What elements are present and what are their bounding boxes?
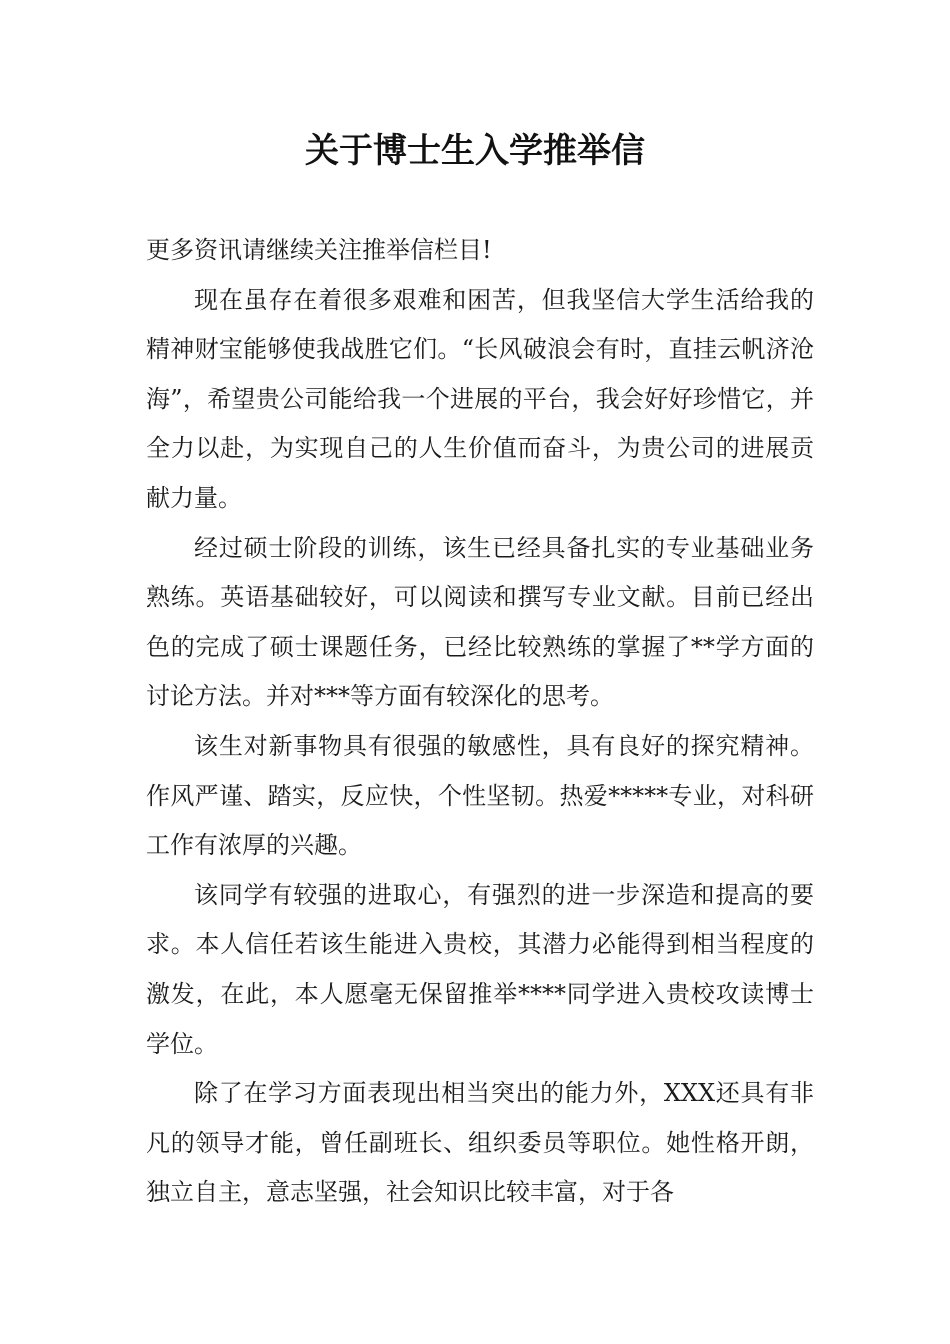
paragraph-2: 经过硕士阶段的训练，该生已经具备扎实的专业基础业务熟练。英语基础较好，可以阅读和撰写专业文献。目前已经出色的完成了硕士课题任务，已经比较熟练的掌握了**学方面的讨论方法。并对***等方面有较深化的思考。: [146, 533, 814, 711]
paragraph-4: 该同学有较强的进取心，有强烈的进一步深造和提高的要求。本人信任若该生能进入贵校，其潜力必能得到相当程度的激发，在此，本人愿毫无保留推举****同学进入贵校攻读博士学位。: [146, 880, 814, 1058]
document-title: 关于博士生入学推举信: [305, 131, 645, 171]
paragraph-5: 除了在学习方面表现出相当突出的能力外，XXX还具有非凡的领导才能，曾任副班长、组织委员等职位。她性格开朗，独立自主，意志坚强，社会知识比较丰富，对于各: [146, 1079, 814, 1207]
document-body: [146, 226, 814, 1218]
paragraph-3: 该生对新事物具有很强的敏感性，具有良好的探究精神。作风严谨、踏实，反应快，个性坚韧。热爱*****专业，对科研工作有浓厚的兴趣。: [146, 731, 814, 860]
paragraph-1: 现在虽存在着很多艰难和困苦，但我坚信大学生活给我的精神财宝能够使我战胜它们。“长风破浪会有时，直挂云帆济沧海”，希望贵公司能给我一个进展的平台，我会好好珍惜它，并全力以赴，为实现自己的人生价值而奋斗，为贵公司的进展贡献力量。: [146, 285, 814, 512]
intro-line: 更多资讯请继续关注推举信栏目!: [146, 236, 492, 264]
